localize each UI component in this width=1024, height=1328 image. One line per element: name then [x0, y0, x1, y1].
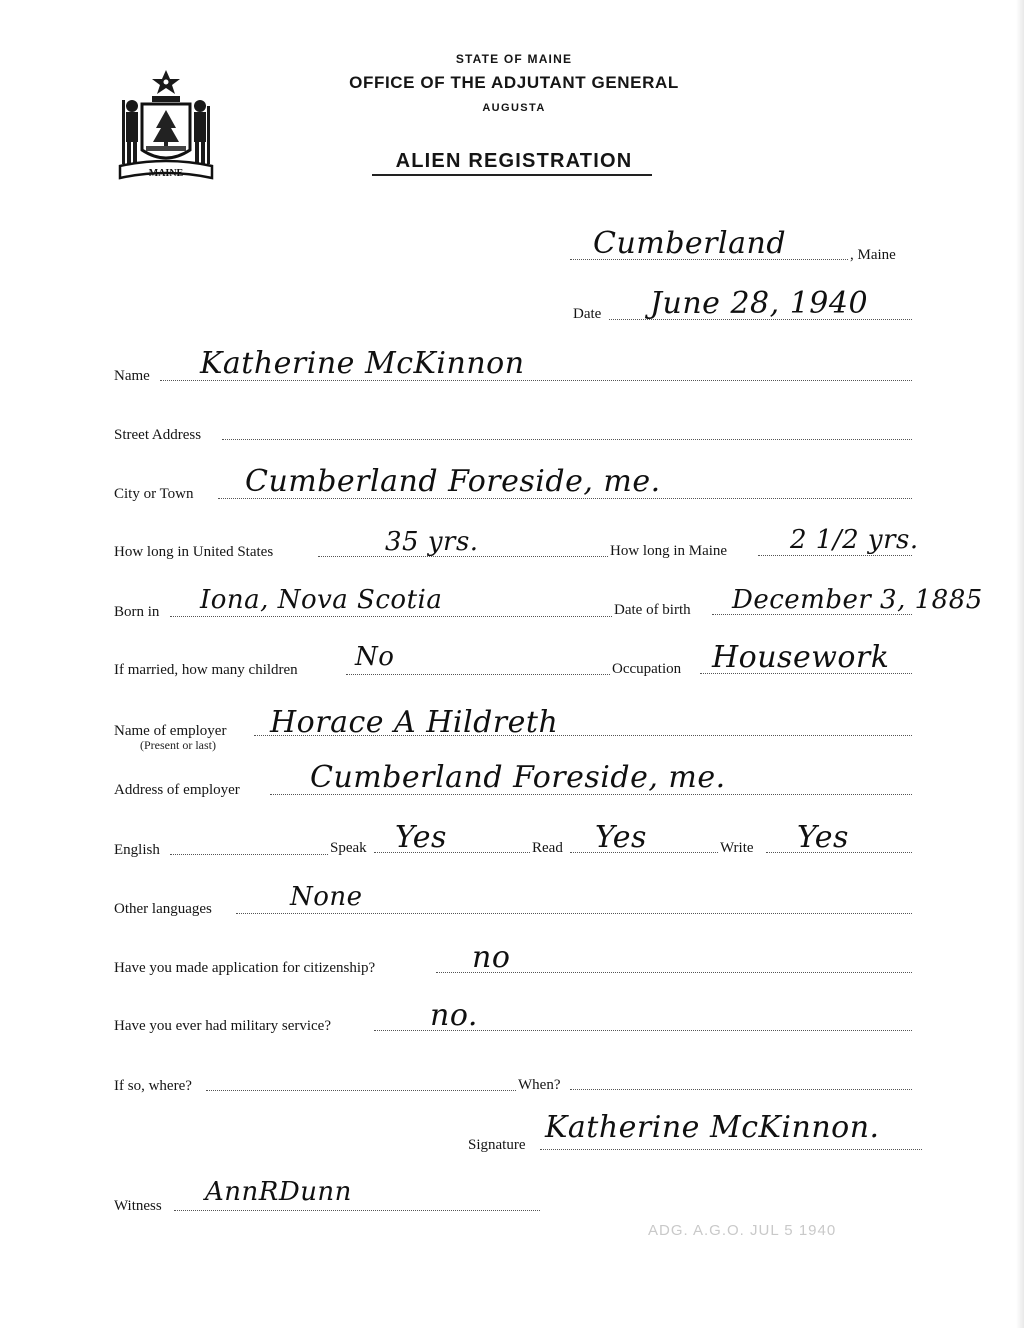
when-line	[570, 1089, 912, 1090]
city-label: City or Town	[114, 486, 194, 502]
born-in-line	[170, 616, 612, 617]
employer-value: Horace A Hildreth	[270, 705, 559, 740]
signature-label: Signature	[468, 1137, 526, 1153]
occupation-value: Housework	[712, 640, 890, 675]
children-label: If married, how many children	[114, 662, 298, 678]
where-line	[206, 1090, 516, 1091]
name-label: Name	[114, 368, 150, 384]
years-in-maine-value: 2 1/2 yrs.	[790, 525, 919, 555]
page-edge	[1016, 0, 1024, 1328]
children-value: No	[355, 642, 395, 672]
date-label: Date	[573, 306, 602, 322]
citizenship-label: Have you made application for citizenship?	[114, 960, 376, 976]
read-value: Yes	[595, 820, 647, 855]
years-in-us-label: How long in United States	[114, 544, 274, 560]
read-label: Read	[532, 840, 563, 856]
years-in-maine-label: How long in Maine	[610, 543, 728, 559]
city-value: Cumberland Foreside, me.	[245, 464, 661, 499]
speak-value: Yes	[395, 820, 447, 855]
english-line	[170, 854, 328, 855]
witness-line	[174, 1210, 540, 1211]
signature-line	[540, 1149, 922, 1150]
employer-label: Name of employer	[114, 723, 227, 739]
military-label: Have you ever had military service?	[114, 1018, 331, 1034]
place-suffix: , Maine	[850, 247, 896, 263]
header-office: OFFICE OF THE ADJUTANT GENERAL	[349, 73, 679, 92]
military-value: no.	[430, 998, 478, 1033]
write-value: Yes	[797, 820, 849, 855]
employer-address-value: Cumberland Foreside, me.	[310, 760, 726, 795]
signature-value: Katherine McKinnon.	[545, 1110, 880, 1145]
when-label: When?	[518, 1077, 561, 1093]
born-in-value: Iona, Nova Scotia	[200, 585, 443, 615]
place-value: Cumberland	[593, 226, 787, 261]
children-line	[346, 674, 610, 675]
occupation-label: Occupation	[612, 661, 682, 677]
title-underline	[372, 174, 652, 176]
write-label: Write	[720, 840, 754, 856]
speak-label: Speak	[330, 840, 367, 856]
born-in-label: Born in	[114, 604, 160, 620]
header-city: AUGUSTA	[482, 102, 546, 114]
witness-label: Witness	[114, 1198, 162, 1214]
citizenship-value: no	[472, 940, 511, 975]
date-of-birth-label: Date of birth	[614, 602, 691, 618]
street-address-label: Street Address	[114, 427, 202, 443]
where-label: If so, where?	[114, 1078, 192, 1094]
witness-value: AnnRDunn	[205, 1177, 352, 1207]
years-in-maine-line	[758, 555, 912, 556]
other-languages-line	[236, 913, 912, 914]
other-languages-label: Other languages	[114, 901, 212, 917]
date-of-birth-value: December 3, 1885	[732, 585, 983, 615]
employer-address-label: Address of employer	[114, 782, 240, 798]
english-label: English	[114, 842, 160, 858]
date-value: June 28, 1940	[650, 286, 869, 321]
form-title: ALIEN REGISTRATION	[395, 150, 633, 172]
received-stamp: ADG. A.G.O. JUL 5 1940	[648, 1222, 837, 1239]
other-languages-value: None	[290, 882, 363, 912]
name-value: Katherine McKinnon	[200, 346, 525, 381]
employer-sublabel: (Present or last)	[140, 738, 216, 752]
street-address-line	[222, 439, 912, 440]
seal-banner-text: MAINE	[148, 168, 184, 179]
years-in-us-value: 35 yrs.	[385, 527, 479, 557]
header-state: STATE OF MAINE	[455, 52, 573, 66]
